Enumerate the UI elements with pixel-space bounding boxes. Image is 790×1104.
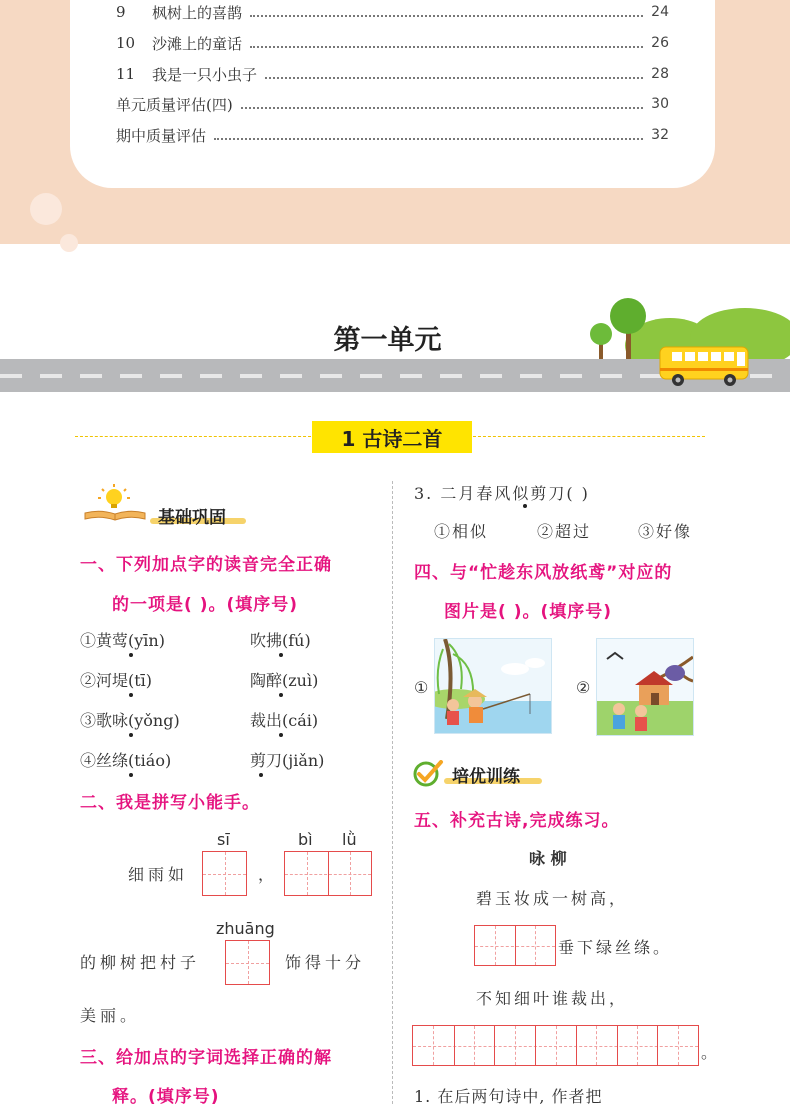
toc-row-title: 枫树上的喜鹊 (152, 3, 243, 22)
emphasis-dot (129, 733, 133, 737)
question-3-line1: 三、给加点的字词选择正确的解 (80, 1048, 332, 1068)
question-5-item-1: 1. 在后两句诗中, 作者把 (414, 1087, 603, 1104)
lesson-title: 1 古诗二首 (312, 421, 472, 453)
writing-box-poem-long[interactable] (412, 1025, 699, 1066)
toc-row[interactable] (116, 63, 669, 85)
road-dash (0, 374, 22, 378)
emphasis-dot (523, 504, 527, 508)
toc-leader-dots (214, 130, 643, 140)
option-4a: ④丝绦(tiáo) (80, 751, 172, 770)
toc-row-title: 单元质量评估(四) (116, 95, 233, 114)
road-dash (160, 374, 182, 378)
question-3-line2: 释。(填序号) (112, 1087, 220, 1104)
pinyin-zhuang: zhuāng (216, 919, 275, 938)
checkmark-badge-icon (413, 760, 445, 788)
toc-row-number: 9 (116, 3, 126, 21)
option-2a: ②河堤(tī) (80, 671, 153, 690)
book-lightbulb-icon (82, 483, 148, 525)
toc-row-number: 10 (116, 34, 136, 52)
sentence-part-c: 美丽。 (80, 1006, 141, 1025)
road-dash (360, 374, 382, 378)
toc-row-title: 我是一只小虫子 (152, 65, 258, 84)
poem-title: 咏 柳 (529, 849, 567, 868)
road-dash (480, 374, 502, 378)
writing-box-zhuang[interactable] (225, 940, 270, 985)
toc-leader-dots (250, 38, 643, 48)
road-dash (200, 374, 222, 378)
basics-heading: 基础巩固 (158, 508, 226, 528)
sentence-part-a: 细雨如 (128, 865, 189, 884)
title-dash-left (75, 436, 311, 437)
road-dash (750, 374, 772, 378)
q3-option-1: ①相似 (434, 522, 489, 541)
emphasis-dot (129, 653, 133, 657)
poem-line-3: 不知细叶谁裁出， (476, 989, 629, 1008)
toc-row[interactable] (116, 93, 669, 115)
sentence-part-b: 的柳树把村子 (80, 953, 201, 972)
toc-row-page: 30 (651, 96, 669, 112)
road-dash (320, 374, 342, 378)
poem-line-1: 碧玉妆成一树高， (476, 889, 629, 908)
road-dash (40, 374, 62, 378)
toc-row-page: 24 (651, 4, 669, 20)
kite-picture (596, 638, 694, 736)
toc-row-page: 28 (651, 66, 669, 82)
title-dash-right (473, 436, 705, 437)
toc-leader-dots (250, 7, 643, 17)
option-1a: ①黄莺(yīn) (80, 631, 165, 650)
column-divider (392, 481, 393, 1104)
emphasis-dot (129, 773, 133, 777)
question-4-line2: 图片是( )。(填序号) (444, 602, 612, 622)
pinyin-lu: lǜ (342, 830, 357, 849)
emphasis-dot (259, 773, 263, 777)
pinyin-si: sī (217, 830, 230, 849)
road-dash (240, 374, 262, 378)
road-dash (440, 374, 462, 378)
picture-label-1: ① (414, 678, 429, 697)
toc-row[interactable] (116, 124, 669, 146)
picture-label-2: ② (576, 678, 591, 697)
question-1-line1: 一、下列加点字的读音完全正确 (80, 555, 332, 575)
writing-box-poem-short[interactable] (474, 925, 556, 966)
option-3a: ③歌咏(yǒng) (80, 711, 180, 730)
road-dash (600, 374, 622, 378)
emphasis-dot (279, 693, 283, 697)
toc-row-page: 26 (651, 35, 669, 51)
comma: ， (258, 865, 275, 884)
question-4-line1: 四、与“忙趁东风放纸鸢”对应的 (414, 563, 673, 583)
road-dash (400, 374, 422, 378)
writing-box-si[interactable] (202, 851, 247, 896)
unit-title: 第一单元 (333, 325, 442, 356)
toc-row-number: 11 (116, 65, 136, 83)
q3-option-2: ②超过 (537, 522, 592, 541)
road-dash (560, 374, 582, 378)
road-dash (80, 374, 102, 378)
toc-row-title: 沙滩上的童话 (152, 34, 243, 53)
emphasis-dot (279, 653, 283, 657)
sentence-part-b2: 饰得十分 (285, 953, 366, 972)
decor-bubble-small (60, 234, 78, 252)
toc-row-title: 期中质量评估 (116, 126, 207, 145)
decor-bubble (30, 193, 62, 225)
question-2: 二、我是拼写小能手。 (80, 793, 260, 813)
option-2b: 陶醉(zuì) (250, 671, 319, 690)
question-5: 五、补充古诗,完成练习。 (414, 811, 620, 831)
advanced-heading: 培优训练 (452, 767, 520, 787)
poem-period: 。 (701, 1043, 718, 1062)
emphasis-dot (129, 693, 133, 697)
question-3-item-3: 3. 二月春风似剪刀( ) (414, 484, 590, 503)
pinyin-bi: bì (298, 830, 313, 849)
option-3b: 裁出(cái) (250, 711, 319, 730)
road-dash (520, 374, 542, 378)
q3-option-3: ③好像 (638, 522, 693, 541)
emphasis-dot (279, 733, 283, 737)
toc-leader-dots (265, 69, 643, 79)
question-1-line2: 的一项是( )。(填序号) (112, 595, 298, 615)
toc-row[interactable] (116, 32, 669, 54)
road-dash (280, 374, 302, 378)
fishing-picture (434, 638, 552, 734)
poem-line-2: 垂下绿丝绦。 (558, 938, 673, 957)
writing-box-bilu[interactable] (284, 851, 372, 896)
option-4b: 剪刀(jiǎn) (250, 751, 325, 770)
road-dash (120, 374, 142, 378)
toc-leader-dots (241, 99, 643, 109)
toc-row-page: 32 (651, 127, 669, 143)
option-1b: 吹拂(fú) (250, 631, 311, 650)
toc-row[interactable] (116, 1, 669, 23)
